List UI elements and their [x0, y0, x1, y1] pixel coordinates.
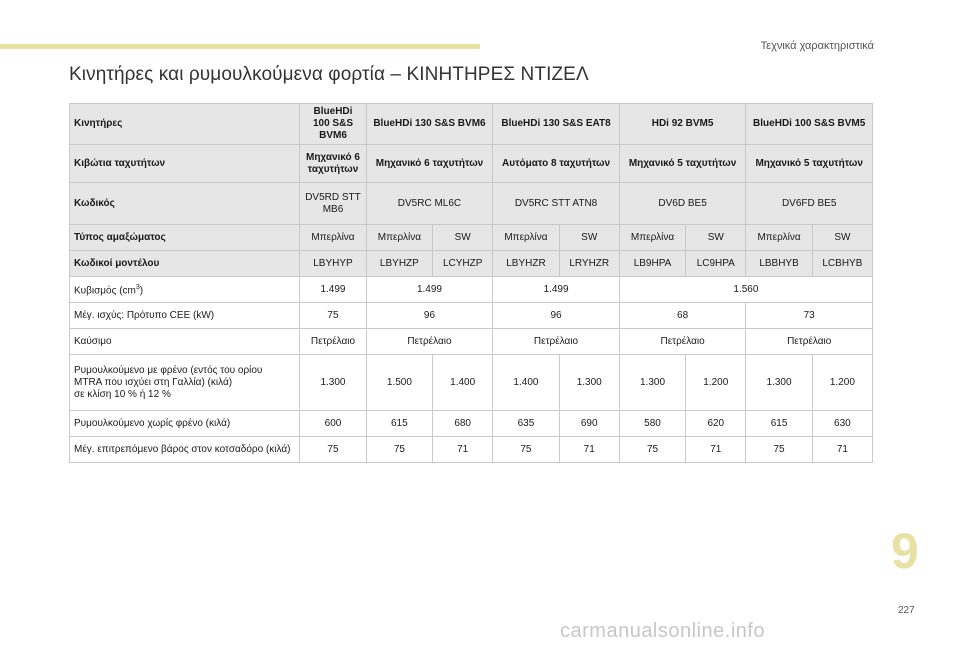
row-label: Κυβισμός $(cm^3)$ [70, 277, 300, 303]
engine-header: BlueHDi 130 S&S EAT8 [493, 104, 620, 145]
row-label: Καύσιμο [70, 329, 300, 355]
model-code-cell: LBYHZR [493, 251, 559, 277]
row-label: Μέγ. επιτρεπόμενο βάρος στον κοτσαδόρο (κιλά) [70, 437, 300, 463]
table-row-body-type [70, 225, 873, 251]
towed-braked-cell: 1.300 [619, 355, 685, 411]
gearbox-cell: Μηχανικό 5 ταχυτήτων [746, 145, 873, 183]
row-label: Κωδικοί μοντέλου [70, 251, 300, 277]
code-cell: DV6D BE5 [619, 183, 746, 225]
table-row-towed-braked [70, 355, 873, 411]
model-code-cell: LRYHZR [559, 251, 619, 277]
code-cell: DV6FD BE5 [746, 183, 873, 225]
nose-weight-cell: 75 [619, 437, 685, 463]
row-label: Κιβώτια ταχυτήτων [70, 145, 300, 183]
fuel-cell: Πετρέλαιο [746, 329, 873, 355]
table-row-nose-weight [70, 437, 873, 463]
table-row-power [70, 303, 873, 329]
engine-header: BlueHDi 100 S&S BVM5 [746, 104, 873, 145]
towed-unbraked-cell: 620 [686, 411, 746, 437]
engine-spec-table [69, 103, 873, 463]
fuel-cell: Πετρέλαιο [366, 329, 493, 355]
row-label: Ρυμουλκούμενο με φρένο (εντός του ορίου MTRA που ισχύει στη Γαλλία) (κιλά) σε κλίση 10 % ή 12 % [70, 355, 300, 411]
model-code-cell: LB9HPA [619, 251, 685, 277]
towed-braked-cell: 1.300 [746, 355, 812, 411]
displacement-cell: 1.499 [366, 277, 493, 303]
page-title: Κινητήρες και ρυμουλκούμενα φορτία – ΚΙΝΗΤΗΡΕΣ ΝΤΙΖΕΛ [69, 64, 589, 85]
fuel-cell: Πετρέλαιο [493, 329, 620, 355]
chapter-number: 9 [891, 523, 919, 579]
power-cell: 96 [493, 303, 620, 329]
code-cell: DV5RC STT ATN8 [493, 183, 620, 225]
nose-weight-cell: 71 [559, 437, 619, 463]
body-type-cell: Μπερλίνα [300, 225, 366, 251]
section-title: Τεχνικά χαρακτηριστικά [760, 40, 874, 52]
power-cell: 75 [300, 303, 366, 329]
row-label: Τύπος αμαξώματος [70, 225, 300, 251]
fuel-cell: Πετρέλαιο [300, 329, 366, 355]
model-code-cell: LBBHYB [746, 251, 812, 277]
row-label: Κωδικός [70, 183, 300, 225]
towed-unbraked-cell: 635 [493, 411, 559, 437]
engine-header: BlueHDi 100 S&S BVM6 [300, 104, 366, 145]
row-label: Ρυμουλκούμενο χωρίς φρένο (κιλά) [70, 411, 300, 437]
nose-weight-cell: 75 [493, 437, 559, 463]
row-label: Μέγ. ισχύς: Πρότυπο CEE (kW) [70, 303, 300, 329]
top-accent-bar [0, 44, 480, 49]
table-row-engines [70, 104, 873, 145]
displacement-cell: 1.499 [300, 277, 366, 303]
model-code-cell: LCBHYB [812, 251, 872, 277]
nose-weight-cell: 71 [433, 437, 493, 463]
nose-weight-cell: 75 [300, 437, 366, 463]
body-type-cell: SW [686, 225, 746, 251]
model-code-cell: LC9HPA [686, 251, 746, 277]
page-number: 227 [898, 605, 915, 616]
power-cell: 96 [366, 303, 493, 329]
towed-unbraked-cell: 630 [812, 411, 872, 437]
power-cell: 73 [746, 303, 873, 329]
displacement-cell: 1.499 [493, 277, 620, 303]
towed-unbraked-cell: 690 [559, 411, 619, 437]
towed-braked-cell: 1.300 [559, 355, 619, 411]
table-row-code [70, 183, 873, 225]
nose-weight-cell: 71 [686, 437, 746, 463]
towed-braked-cell: 1.500 [366, 355, 432, 411]
row-label: Κινητήρες [70, 104, 300, 145]
towed-unbraked-cell: 615 [366, 411, 432, 437]
table-row-fuel [70, 329, 873, 355]
gearbox-cell: Μηχανικό 6 ταχυτήτων [366, 145, 493, 183]
towed-unbraked-cell: 580 [619, 411, 685, 437]
fuel-cell: Πετρέλαιο [619, 329, 746, 355]
engine-header: BlueHDi 130 S&S BVM6 [366, 104, 493, 145]
gearbox-cell: Μηχανικό 5 ταχυτήτων [619, 145, 746, 183]
model-code-cell: LBYHZP [366, 251, 432, 277]
body-type-cell: Μπερλίνα [493, 225, 559, 251]
towed-braked-cell: 1.400 [493, 355, 559, 411]
table-row-towed-unbraked [70, 411, 873, 437]
nose-weight-cell: 75 [366, 437, 432, 463]
model-code-cell: LCYHZP [433, 251, 493, 277]
table-row-model-codes [70, 251, 873, 277]
displacement-cell: 1.560 [619, 277, 872, 303]
body-type-cell: Μπερλίνα [619, 225, 685, 251]
body-type-cell: SW [812, 225, 872, 251]
gearbox-cell: Μηχανικό 6 ταχυτήτων [300, 145, 366, 183]
code-cell: DV5RC ML6C [366, 183, 493, 225]
model-code-cell: LBYHYP [300, 251, 366, 277]
table-row-displacement [70, 277, 873, 303]
nose-weight-cell: 71 [812, 437, 872, 463]
nose-weight-cell: 75 [746, 437, 812, 463]
gearbox-cell: Αυτόματο 8 ταχυτήτων [493, 145, 620, 183]
body-type-cell: SW [433, 225, 493, 251]
towed-braked-cell: 1.200 [812, 355, 872, 411]
code-cell: DV5RD STT MB6 [300, 183, 366, 225]
power-cell: 68 [619, 303, 746, 329]
towed-braked-cell: 1.400 [433, 355, 493, 411]
table-row-gearbox [70, 145, 873, 183]
towed-unbraked-cell: 600 [300, 411, 366, 437]
towed-unbraked-cell: 680 [433, 411, 493, 437]
body-type-cell: Μπερλίνα [366, 225, 432, 251]
watermark: carmanualsonline.info [560, 620, 766, 642]
towed-braked-cell: 1.200 [686, 355, 746, 411]
body-type-cell: SW [559, 225, 619, 251]
towed-braked-cell: 1.300 [300, 355, 366, 411]
body-type-cell: Μπερλίνα [746, 225, 812, 251]
engine-header: HDi 92 BVM5 [619, 104, 746, 145]
towed-unbraked-cell: 615 [746, 411, 812, 437]
